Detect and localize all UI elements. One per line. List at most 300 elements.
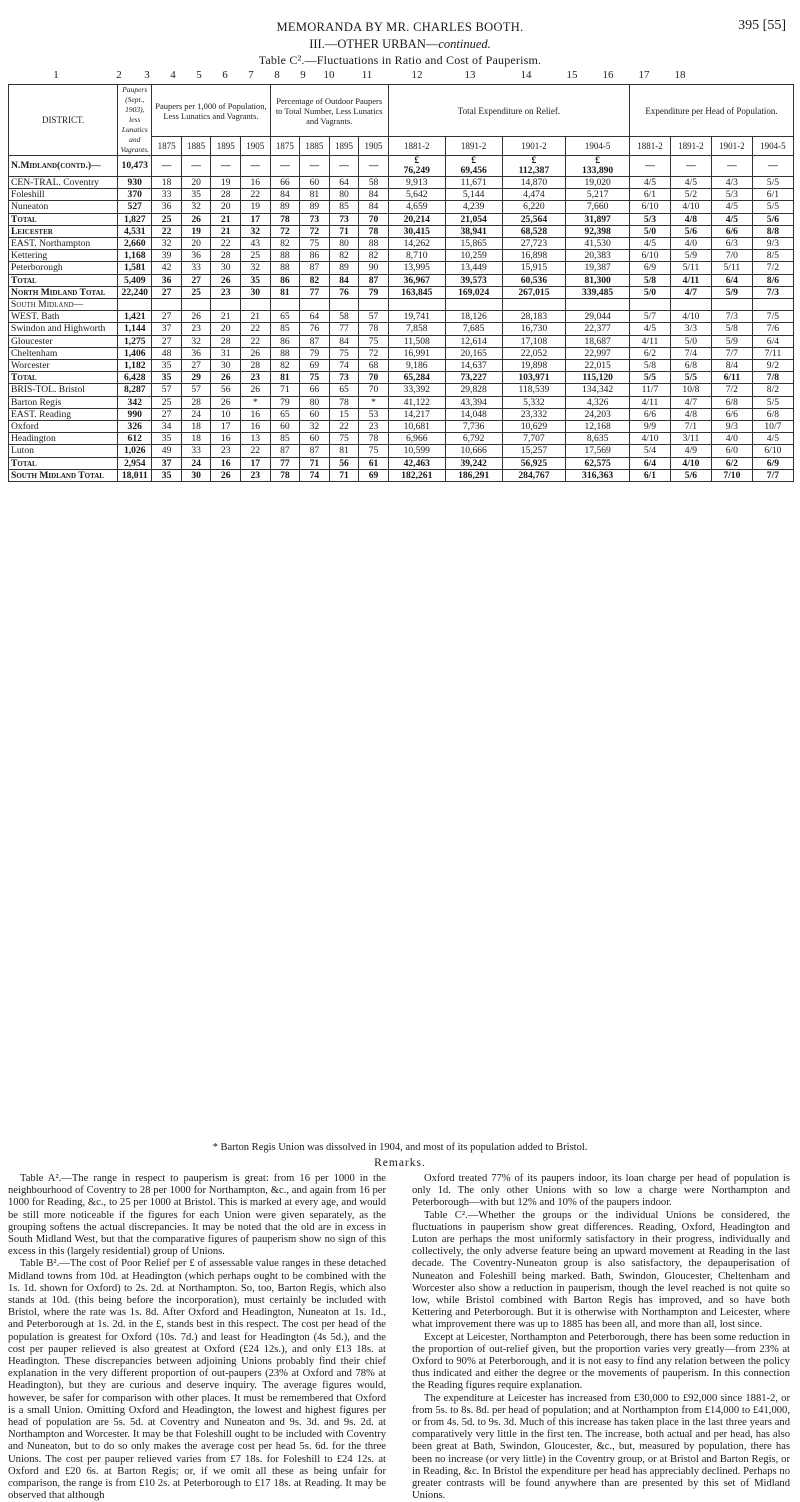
outdoor-pct-value: 66	[270, 177, 300, 189]
per-1000-value: 19	[181, 225, 211, 237]
per-head-value: 6/1	[630, 189, 671, 201]
remarks-left-column	[8, 1173, 386, 1502]
total-row	[9, 213, 794, 225]
expenditure-value: 65,284	[388, 372, 445, 384]
per-head-value: 10/8	[670, 384, 711, 396]
remarks-paragraph: Table C².—Whether the groups or the individual Unions be considered, the fluctuations in pauperism show great differences. Reading, Oxford, Headington and Luton are perhaps the most uniformly satisfactory in their progress, individually and collectively, the only adverse feature being an upward movement at Reading in the last decade. The Coventry-Nuneaton group is also satisfactory, the depauperisation of Nuneaton and Foleshill being marked. Bath, Swindon, Gloucester, Cheltenham and Worcester also show a reduction in pauperism, though the level reached is not quite so low, while Bristol combined with Barton Regis has improved, and so have both Kettering and Peterborough. But it is otherwise with Northampton and Leicester, where what improvement there was up to 1885 has been all, and more than all, lost since.	[412, 1209, 790, 1331]
per-head-value: 6/4	[752, 335, 793, 347]
table-cell	[630, 299, 671, 311]
per-1000-value: 42	[152, 262, 182, 274]
per-1000-value: 30	[181, 469, 211, 481]
outdoor-pct-value: 71	[329, 225, 359, 237]
per-head-value: 6/2	[711, 457, 752, 469]
outdoor-header: Percentage of Outdoor Paupers to Total Number, Less Lunatics and Vagrants.	[270, 85, 388, 137]
paupers-count: 326	[118, 421, 152, 433]
per-head-value: 7/2	[711, 384, 752, 396]
per-1000-value: 35	[152, 469, 182, 481]
table-row	[9, 177, 794, 189]
expenditure-value: 16,991	[388, 347, 445, 359]
expenditure-value: 41,530	[566, 238, 630, 250]
per-1000-value: 32	[181, 335, 211, 347]
outdoor-pct-value: 82	[270, 238, 300, 250]
per-1000-value: 17	[241, 213, 271, 225]
per-1000-value: 10	[211, 408, 241, 420]
per-1000-value: 20	[211, 201, 241, 213]
per-head-value: 6/10	[630, 250, 671, 262]
per-1000-value: 22	[241, 335, 271, 347]
expenditure-value: 284,767	[502, 469, 566, 481]
per-head-value: 5/0	[630, 286, 671, 298]
per-1000-value: —	[181, 156, 211, 177]
per-head-value: 5/9	[670, 250, 711, 262]
expenditure-value: 186,291	[445, 469, 502, 481]
per-1000-value: 26	[211, 396, 241, 408]
per-1000-value: 25	[181, 286, 211, 298]
per-head-value: 4/5	[670, 177, 711, 189]
year-header: 1904-5	[752, 137, 793, 156]
year-header: 1881-2	[388, 137, 445, 156]
expenditure-value: 28,183	[502, 311, 566, 323]
per-1000-value: 37	[152, 457, 182, 469]
per-head-value: 7/7	[752, 469, 793, 481]
per-head-value: 4/5	[711, 201, 752, 213]
column-number: 4	[170, 69, 176, 81]
outdoor-pct-value: 78	[359, 323, 389, 335]
district-name: WEST. Bath	[9, 311, 118, 323]
expenditure-value: 14,870	[502, 177, 566, 189]
per-1000-value: 22	[211, 238, 241, 250]
per-head-value: 6/4	[711, 274, 752, 286]
expenditure-value: 7,707	[502, 433, 566, 445]
per-head-value: 6/10	[752, 445, 793, 457]
per-1000-value: 32	[181, 201, 211, 213]
outdoor-pct-value: 85	[329, 201, 359, 213]
table-row	[9, 238, 794, 250]
per-head-value: —	[630, 156, 671, 177]
per-1000-value: 18	[181, 421, 211, 433]
expenditure-value: 39,573	[445, 274, 502, 286]
expenditure-value: 29,828	[445, 384, 502, 396]
outdoor-pct-value: 75	[359, 335, 389, 347]
expenditure-value: 14,048	[445, 408, 502, 420]
outdoor-pct-value: 90	[359, 262, 389, 274]
per-head-value: 4/10	[670, 201, 711, 213]
per-1000-value: 16	[241, 421, 271, 433]
outdoor-pct-value: 80	[300, 396, 330, 408]
per-1000-value: 27	[181, 360, 211, 372]
pauperism-table	[8, 84, 794, 482]
outdoor-pct-value: 60	[300, 433, 330, 445]
table-title: Table C².—Fluctuations in Ratio and Cost of Pauperism.	[258, 53, 542, 67]
remarks-paragraph: Table B².—The cost of Poor Relief per £ of assessable value ranges in these detached Midland towns from 10d. at Headington (which perhaps ought to be combined with the 1s. 1d. shown for Oxford) to 2s. 2d. at Northampton. So, too, Barton Regis, which also stands at 10d. (this being before the incorporation), must certainly be included with Bristol, where the rate was 1s. 8d. After Oxford and Headington, Nuneaton at 1s. 1d., and Peterborough at 1s. 2d. in the £, stands best in this respect. The cost per head of the population is greatest for Oxford (10s. 7d.) and least for Headington (4s 5d.), and the cost per pauper relieved is also greatest at Oxford (£24 12s.), and only £13 18s. at Headington. These discrepancies between adjoining Unions probably find their chief explanation in the very different proportion of out-paupers (23% at Oxford and 78% at Headington), but they are curious and deserve inquiry. The average figures would, however, be safer for comparison with other places. It must be remembered that Oxford is a small Union. Omitting Oxford and Headington, the lowest and highest figures per head of population are 5s. 5d. at Coventry and Nuneaton and 9s. 3d. and 9s. 2d. at Northampton and Worcester. It may be that Foleshill ought to be included with Coventry and Nuneaton, but to do so only makes the average cost per head 5s. 6d. for the three Unions. The cost per pauper relieved varies from £7 18s. for Foleshill to £24 12s. at Oxford and £20 6s. at Barton Regis; or, if we omit all these as being unfair for comparison, the range is from £10 2s. at Peterborough to £17 18s. at Reading. It may be observed that although	[8, 1258, 386, 1502]
per-head-value: 7/11	[752, 347, 793, 359]
per-1000-value: 28	[181, 396, 211, 408]
column-number: 8	[274, 69, 280, 81]
paupers-count: 930	[118, 177, 152, 189]
per-head-value: 3/11	[670, 433, 711, 445]
section-title-suffix: continued.	[438, 37, 491, 51]
year-header: 1885	[300, 137, 330, 156]
column-number: 2	[116, 69, 122, 81]
per-head-value: 4/8	[670, 213, 711, 225]
per-1000-value: 21	[211, 311, 241, 323]
per-head-value: 6/4	[630, 457, 671, 469]
outdoor-pct-value: 73	[300, 213, 330, 225]
per-1000-value: 26	[211, 469, 241, 481]
per-1000-value: 23	[211, 286, 241, 298]
table-footnote: * Barton Regis Union was dissolved in 1904, and most of its population added to Bristol.	[212, 1142, 588, 1153]
section-title	[0, 37, 800, 52]
per-head-value: 4/5	[630, 323, 671, 335]
expenditure-value: 22,052	[502, 347, 566, 359]
total-row	[9, 286, 794, 298]
table-row	[9, 299, 794, 311]
district-name: Total	[9, 213, 118, 225]
per-1000-value: 20	[181, 238, 211, 250]
district-name: Oxford	[9, 421, 118, 433]
district-name: Leicester	[9, 225, 118, 237]
per-1000-value: 35	[181, 189, 211, 201]
expenditure-value: 20,383	[566, 250, 630, 262]
table-cell	[752, 299, 793, 311]
per-head-value: 5/5	[670, 372, 711, 384]
year-header: 1895	[329, 137, 359, 156]
outdoor-pct-value: 79	[300, 347, 330, 359]
year-header: 1875	[270, 137, 300, 156]
per-1000-value: 29	[181, 372, 211, 384]
outdoor-pct-value: 87	[300, 262, 330, 274]
paupers-count: 10,473	[118, 156, 152, 177]
table-body	[9, 156, 794, 482]
total-row	[9, 156, 794, 177]
outdoor-pct-value: 72	[270, 225, 300, 237]
outdoor-pct-value: 58	[359, 177, 389, 189]
per-head-value: 4/5	[752, 433, 793, 445]
column-number: 18	[674, 69, 686, 81]
district-name: Peterborough	[9, 262, 118, 274]
expenditure-value: 169,024	[445, 286, 502, 298]
table-row	[9, 201, 794, 213]
column-number: 12	[411, 69, 423, 81]
expenditure-header: Total Expenditure on Relief.	[388, 85, 629, 137]
per-head-value: 6/1	[752, 189, 793, 201]
outdoor-pct-value: 89	[270, 201, 300, 213]
column-number: 15	[566, 69, 578, 81]
per-head-value: 3/3	[670, 323, 711, 335]
per-1000-value: 22	[152, 225, 182, 237]
expenditure-value: 22,997	[566, 347, 630, 359]
outdoor-pct-value: 82	[270, 360, 300, 372]
outdoor-pct-value: 68	[359, 360, 389, 372]
outdoor-pct-value: —	[270, 156, 300, 177]
outdoor-pct-value: 78	[270, 469, 300, 481]
per-head-value: 9/3	[752, 238, 793, 250]
expenditure-value: 19,387	[566, 262, 630, 274]
expenditure-value: 29,044	[566, 311, 630, 323]
paupers-count: 1,421	[118, 311, 152, 323]
outdoor-pct-value: 70	[359, 213, 389, 225]
per-1000-value: 26	[211, 274, 241, 286]
per-head-value: —	[752, 156, 793, 177]
outdoor-pct-value: 15	[329, 408, 359, 420]
per-1000-value: 48	[152, 347, 182, 359]
outdoor-pct-value: 88	[270, 262, 300, 274]
per-1000-value: 24	[181, 408, 211, 420]
per-1000-value: 22	[241, 323, 271, 335]
outdoor-pct-value: 88	[270, 347, 300, 359]
per-1000-value: 36	[181, 347, 211, 359]
per-head-value: 6/6	[711, 225, 752, 237]
expenditure-value: 6,792	[445, 433, 502, 445]
expenditure-value: 81,300	[566, 274, 630, 286]
table-cell	[152, 299, 182, 311]
district-header: DISTRICT.	[9, 85, 118, 156]
outdoor-pct-value: 32	[300, 421, 330, 433]
table-cell	[388, 299, 445, 311]
district-name: Cheltenham	[9, 347, 118, 359]
outdoor-pct-value: 73	[329, 372, 359, 384]
per-1000-value: 34	[152, 421, 182, 433]
expenditure-value: 36,967	[388, 274, 445, 286]
expenditure-value: £ 133,890	[566, 156, 630, 177]
per-head-value: 4/11	[630, 335, 671, 347]
per-head-value: 8/8	[752, 225, 793, 237]
per-head-value: 5/8	[630, 274, 671, 286]
expenditure-value: 10,629	[502, 421, 566, 433]
district-name: BRIS-TOL. Bristol	[9, 384, 118, 396]
expenditure-value: 8,710	[388, 250, 445, 262]
outdoor-pct-value: 75	[329, 433, 359, 445]
per-head-value: 6/8	[752, 408, 793, 420]
outdoor-pct-value: 85	[270, 323, 300, 335]
per-1000-value: 16	[211, 457, 241, 469]
per-head-value: —	[711, 156, 752, 177]
table-row	[9, 250, 794, 262]
per-1000-value: 21	[241, 311, 271, 323]
per-head-value: 5/6	[752, 213, 793, 225]
table-cell	[118, 299, 152, 311]
expenditure-value: 10,666	[445, 445, 502, 457]
year-header: 1875	[152, 137, 182, 156]
outdoor-pct-value: 75	[300, 372, 330, 384]
outdoor-pct-value: 81	[300, 189, 330, 201]
expenditure-value: 19,741	[388, 311, 445, 323]
table-row	[9, 347, 794, 359]
outdoor-pct-value: 75	[359, 445, 389, 457]
district-name: Total	[9, 372, 118, 384]
outdoor-pct-value: 82	[329, 250, 359, 262]
remarks-heading: Remarks.	[374, 1157, 426, 1169]
outdoor-pct-value: 84	[329, 274, 359, 286]
per-1000-value: 24	[181, 457, 211, 469]
table-row	[9, 335, 794, 347]
table-cell	[670, 299, 711, 311]
column-number: 13	[464, 69, 476, 81]
per-head-value: 5/8	[630, 360, 671, 372]
per-head-value: 7/3	[711, 311, 752, 323]
per-1000-value: 33	[181, 262, 211, 274]
paupers-count: 4,531	[118, 225, 152, 237]
per-head-value: 5/5	[752, 396, 793, 408]
per-head-value: 8/4	[711, 360, 752, 372]
paupers-count: 1,275	[118, 335, 152, 347]
paupers-count: 6,428	[118, 372, 152, 384]
per-1000-header: Paupers per 1,000 of Population, Less Lunatics and Vagrants.	[152, 85, 270, 137]
per-head-value: 7/6	[752, 323, 793, 335]
outdoor-pct-value: 60	[270, 421, 300, 433]
outdoor-pct-value: 76	[300, 323, 330, 335]
expenditure-value: 14,217	[388, 408, 445, 420]
outdoor-pct-value: 86	[300, 250, 330, 262]
expenditure-value: 13,449	[445, 262, 502, 274]
remarks-paragraph: The expenditure at Leicester has increased from £30,000 to £92,000 since 1881-2, or from 5s. to 8s. 8d. per head of population; and at Northampton from £14,000 to £41,000, or from 4s. 5d. to 9s. 3d. Much of this increase has taken place in the last three years and comparatively very little in the first ten. The increase, both actual and per head, has also been great at Bath, Swindon, Gloucester, &c., but, measured by population, there has been no increase (or very little) in the Coventry group, or at Bristol and Barton Regis, or in Reading, &c. In Bristol the expenditure per head has appreciably declined. Perhaps no greater contrasts will be found anywhere than are presented by this set of Midland Unions.	[412, 1392, 790, 1502]
outdoor-pct-value: 69	[359, 469, 389, 481]
per-1000-value: 27	[152, 286, 182, 298]
per-1000-value: 17	[211, 421, 241, 433]
outdoor-pct-value: 79	[359, 286, 389, 298]
expenditure-value: 16,730	[502, 323, 566, 335]
per-head-value: 4/8	[670, 408, 711, 420]
column-number: 17	[638, 69, 650, 81]
district-name: Worcester	[9, 360, 118, 372]
expenditure-value: 4,474	[502, 189, 566, 201]
per-head-value: 4/3	[711, 177, 752, 189]
year-header: 1905	[241, 137, 271, 156]
remarks-paragraph: Table A².—The range in respect to pauperism is great: from 16 per 1000 in the neighbourhood of Coventry to 28 per 1000 for Northampton, &c., and again from 16 per 1000 for Reading, &c., to 25 per 1000 at Bristol. This is marked at every age, and would be still more noticeable if the figures for each Union were given separately, as the grouping softens the actual discrepancies. It may be noted that the old are in excess in South Midland West, but that the comparative figures of pauperism show no sign of this excess in this (largely residential) group of Unions.	[8, 1173, 386, 1258]
outdoor-pct-value: 70	[359, 384, 389, 396]
expenditure-value: 15,865	[445, 238, 502, 250]
year-header: 1881-2	[630, 137, 671, 156]
expenditure-value: 68,528	[502, 225, 566, 237]
expenditure-value: 18,126	[445, 311, 502, 323]
per-head-value: 7/1	[670, 421, 711, 433]
per-head-value: 5/3	[711, 189, 752, 201]
expenditure-value: 20,165	[445, 347, 502, 359]
paupers-count: 1,827	[118, 213, 152, 225]
outdoor-pct-value: 86	[270, 335, 300, 347]
outdoor-pct-value: 80	[329, 238, 359, 250]
expenditure-value: 62,575	[566, 457, 630, 469]
per-head-value: 8/6	[752, 274, 793, 286]
outdoor-pct-value: 65	[270, 311, 300, 323]
expenditure-value: 22,377	[566, 323, 630, 335]
per-1000-value: 13	[241, 433, 271, 445]
expenditure-value: 6,966	[388, 433, 445, 445]
per-head-value: 11/7	[630, 384, 671, 396]
outdoor-pct-value: 78	[270, 213, 300, 225]
per-head-value: 6/8	[711, 396, 752, 408]
per-1000-value: 36	[181, 250, 211, 262]
expenditure-value: 339,485	[566, 286, 630, 298]
per-head-value: 6/2	[630, 347, 671, 359]
per-head-value: 5/5	[752, 177, 793, 189]
per-head-value: 8/2	[752, 384, 793, 396]
per-1000-value: 35	[241, 274, 271, 286]
paupers-count: 2,954	[118, 457, 152, 469]
per-1000-value: 33	[152, 189, 182, 201]
expenditure-value: 15,257	[502, 445, 566, 457]
district-name: Kettering	[9, 250, 118, 262]
table-row	[9, 421, 794, 433]
expenditure-value: 24,203	[566, 408, 630, 420]
year-header: 1905	[359, 137, 389, 156]
table-row	[9, 262, 794, 274]
per-1000-value: 31	[211, 347, 241, 359]
per-head-value: 8/5	[752, 250, 793, 262]
per-head-value: 6/9	[752, 457, 793, 469]
per-1000-value: 32	[241, 262, 271, 274]
paupers-count: 370	[118, 189, 152, 201]
outdoor-pct-value: 79	[270, 396, 300, 408]
expenditure-value: 5,642	[388, 189, 445, 201]
group-heading: South Midland—	[9, 299, 118, 311]
per-1000-value: 27	[181, 274, 211, 286]
outdoor-pct-value: 81	[270, 286, 300, 298]
expenditure-value: 20,214	[388, 213, 445, 225]
table-cell	[502, 299, 566, 311]
per-head-value: 7/2	[752, 262, 793, 274]
per-1000-value: 28	[241, 360, 271, 372]
table-row	[9, 360, 794, 372]
per-1000-value: 57	[152, 384, 182, 396]
expenditure-value: 16,898	[502, 250, 566, 262]
outdoor-pct-value: 86	[270, 274, 300, 286]
expenditure-value: 15,915	[502, 262, 566, 274]
expenditure-value: 14,262	[388, 238, 445, 250]
outdoor-pct-value: 73	[329, 213, 359, 225]
per-head-value: 5/0	[670, 335, 711, 347]
table-row	[9, 323, 794, 335]
total-row	[9, 469, 794, 481]
expenditure-value: 19,020	[566, 177, 630, 189]
per-1000-value: 30	[211, 262, 241, 274]
per-head-value: 4/11	[670, 274, 711, 286]
district-name: Nuneaton	[9, 201, 118, 213]
per-1000-value: 23	[211, 445, 241, 457]
running-title: MEMORANDA BY MR. CHARLES BOOTH.	[276, 20, 524, 34]
expenditure-value: 7,736	[445, 421, 502, 433]
column-numbers	[0, 69, 800, 83]
outdoor-pct-value: 60	[300, 408, 330, 420]
district-name: North Midland Total	[9, 286, 118, 298]
per-1000-value: 19	[211, 177, 241, 189]
district-name: Luton	[9, 445, 118, 457]
per-1000-value: 28	[211, 335, 241, 347]
per-1000-value: 26	[211, 372, 241, 384]
expenditure-value: 11,508	[388, 335, 445, 347]
per-1000-value: 35	[152, 372, 182, 384]
expenditure-value: 13,995	[388, 262, 445, 274]
per-1000-value: 19	[241, 201, 271, 213]
per-1000-value: —	[211, 156, 241, 177]
per-head-value: 5/7	[630, 311, 671, 323]
outdoor-pct-value: 58	[329, 311, 359, 323]
column-number: 5	[196, 69, 202, 81]
per-head-value: 5/11	[711, 262, 752, 274]
column-number: 7	[248, 69, 254, 81]
per-head-value: 6/0	[711, 445, 752, 457]
column-number: 3	[144, 69, 150, 81]
column-number: 11	[361, 69, 373, 81]
per-head-header: Expenditure per Head of Population.	[630, 85, 794, 137]
expenditure-value: 9,186	[388, 360, 445, 372]
district-name: Gloucester	[9, 335, 118, 347]
total-row	[9, 372, 794, 384]
expenditure-value: 6,220	[502, 201, 566, 213]
district-name: Total	[9, 457, 118, 469]
outdoor-pct-value: 74	[329, 360, 359, 372]
per-1000-value: 25	[152, 213, 182, 225]
